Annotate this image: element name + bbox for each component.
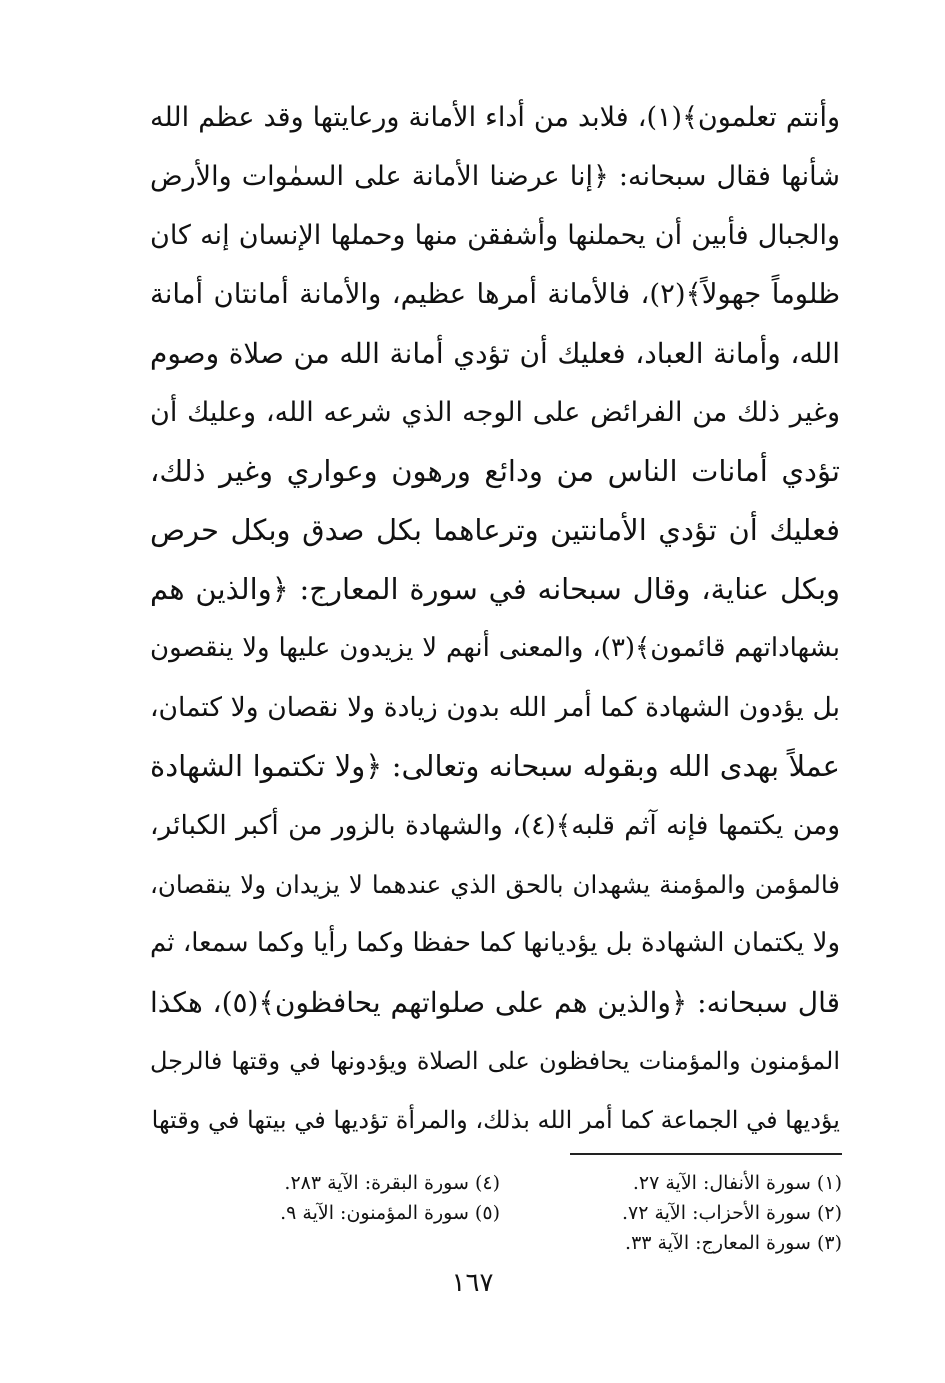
footnote-5: (٥) سورة المؤمنون: الآية ٩. <box>280 1202 500 1224</box>
main-text-block <box>150 88 840 1150</box>
text-line: وأنتم تعلمون﴾(١)، فلابد من أداء الأمانة ورعايتها وقد عظم الله <box>150 102 840 133</box>
text-line: يؤديها في الجماعة كما أمر الله بذلك، والمرأة تؤديها في بيتها في وقتها <box>151 1106 840 1134</box>
text-line: عملاً بهدى الله وبقوله سبحانه وتعالى: ﴿ولا تكتموا الشهادة <box>150 749 840 783</box>
text-line: شأنها فقال سبحانه: ﴿إنا عرضنا الأمانة على السمٰوات والأرض <box>150 161 840 192</box>
footnote-separator <box>570 1153 842 1155</box>
text-line: وبكل عناية، وقال سبحانه في سورة المعارج: ﴿والذين هم <box>150 572 840 606</box>
text-line: الله، وأمانة العباد، فعليك أن تؤدي أمانة الله من صلاة وصوم <box>150 337 840 370</box>
text-line: بل يؤدون الشهادة كما أمر الله بدون زيادة ولا نقصان ولا كتمان، <box>150 692 840 723</box>
footnotes-left-column <box>210 1168 500 1228</box>
text-line: ولا يكتمان الشهادة بل يؤديانها كما حفظا وكما رأيا وكما سمعا، ثم <box>150 928 840 958</box>
footnote-1: (١) سورة الأنفال: الآية ٢٧. <box>632 1172 842 1194</box>
text-line: قال سبحانه: ﴿والذين هم على صلواتهم يحافظون﴾(٥)، هكذا <box>150 986 840 1019</box>
text-line: بشهاداتهم قائمون﴾(٣)، والمعنى أنهم لا يزيدون عليها ولا ينقصون <box>150 633 840 663</box>
text-line: تؤدي أمانات الناس من ودائع ورهون وعواري وغير ذلك، <box>150 454 840 488</box>
text-line: فالمؤمن والمؤمنة يشهدان بالحق الذي عندهما لا يزيدان ولا ينقصان، <box>150 870 840 899</box>
footnotes-right-column <box>562 1168 842 1258</box>
text-line: ومن يكتمها فإنه آثم قلبه﴾(٤)، والشهادة بالزور من أكبر الكبائر، <box>150 810 840 841</box>
footnote-3: (٣) سورة المعارج: الآية ٣٣. <box>625 1232 842 1254</box>
footnote-4: (٤) سورة البقرة: الآية ٢٨٣. <box>284 1172 500 1194</box>
footnote-2: (٢) سورة الأحزاب: الآية ٧٢. <box>621 1202 842 1224</box>
text-line: والجبال فأبين أن يحملنها وأشفقن منها وحملها الإنسان إنه كان <box>150 220 840 251</box>
text-line: ظلوماً جهولاً﴾(٢)، فالأمانة أمرها عظيم، والأمانة أمانتان أمانة <box>150 278 840 310</box>
text-line: المؤمنون والمؤمنات يحافظون على الصلاة ويؤدونها في وقتها فالرجل <box>150 1047 840 1075</box>
text-line: فعليك أن تؤدي الأمانتين وترعاهما بكل صدق وبكل حرص <box>150 513 840 547</box>
page-number: ١٦٧ <box>451 1268 494 1298</box>
text-line: وغير ذلك من الفرائض على الوجه الذي شرعه الله، وعليك أن <box>150 397 840 428</box>
